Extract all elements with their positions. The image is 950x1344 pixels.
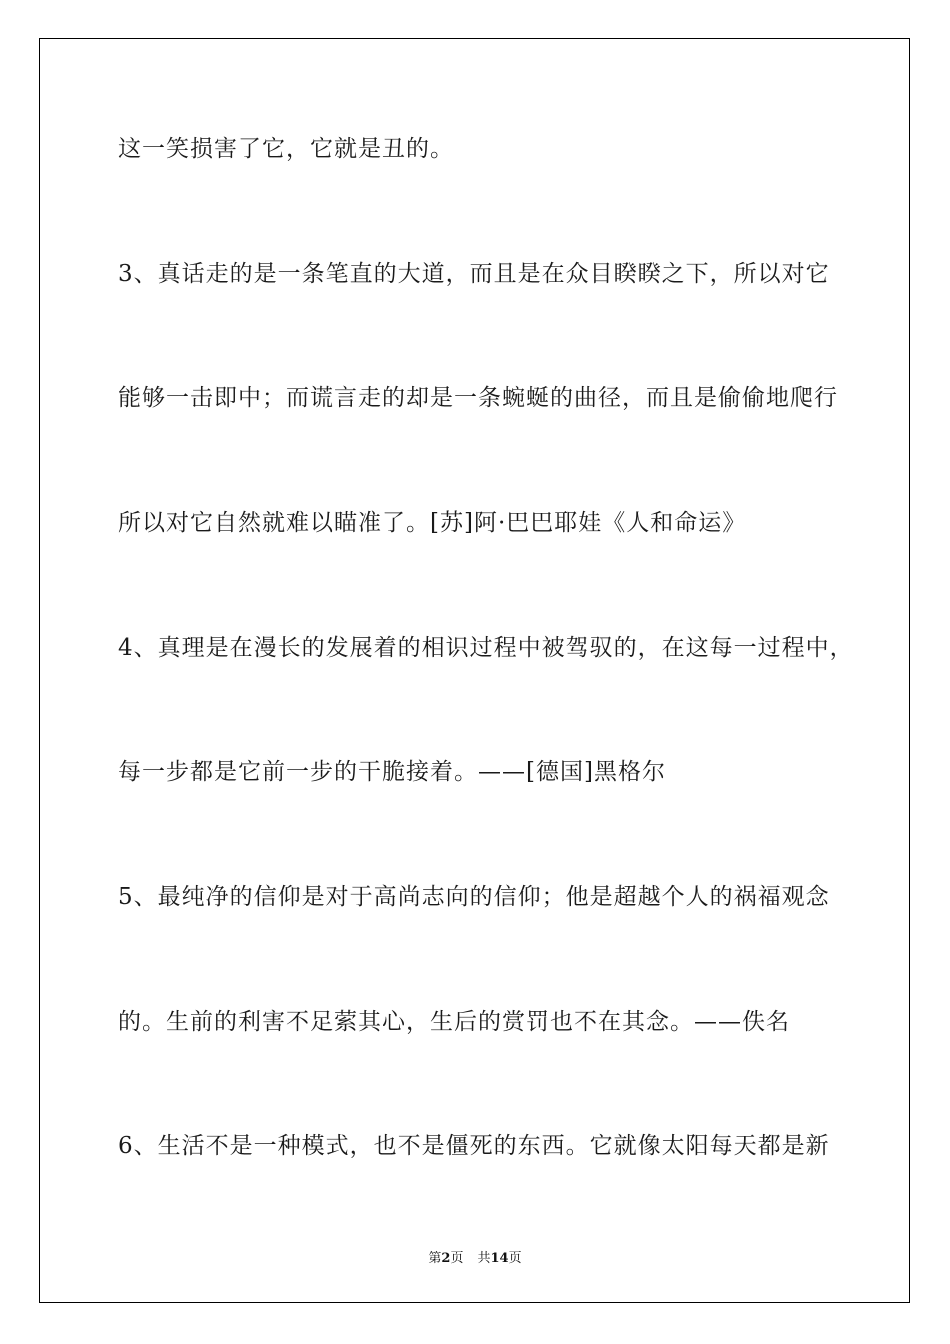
text-line-6: 每一步都是它前一步的干脆接着。——[德国]黑格尔	[118, 759, 666, 785]
text-line-4: 所以对它自然就难以瞄准了。[苏]阿·巴巴耶娃《人和命运》	[118, 510, 747, 536]
text-line-8: 的。生前的利害不足萦其心，生后的赏罚也不在其念。——佚名	[118, 1009, 790, 1035]
page-footer	[0, 1247, 950, 1266]
total-prefix: 共	[477, 1251, 491, 1266]
total-pages: 14	[490, 1251, 509, 1266]
page-border	[39, 38, 910, 1303]
page-prefix: 第	[428, 1251, 442, 1266]
total-suffix: 页	[508, 1251, 522, 1266]
text-line-9: 6、生活不是一种模式，也不是僵死的东西。它就像太阳每天都是新	[118, 1133, 830, 1159]
page-number: 2	[441, 1251, 451, 1266]
text-line-2: 3、真话走的是一条笔直的大道，而且是在众目睽睽之下，所以对它	[118, 261, 830, 287]
text-line-5: 4、真理是在漫长的发展着的相识过程中被驾驭的，在这每一过程中，	[118, 635, 854, 661]
page-suffix: 页	[450, 1251, 464, 1266]
text-line-3: 能够一击即中；而谎言走的却是一条蜿蜒的曲径，而且是偷偷地爬行	[118, 385, 838, 411]
text-line-1: 这一笑损害了它，它就是丑的。	[118, 136, 454, 162]
text-line-7: 5、最纯净的信仰是对于高尚志向的信仰；他是超越个人的祸福观念	[118, 884, 830, 910]
